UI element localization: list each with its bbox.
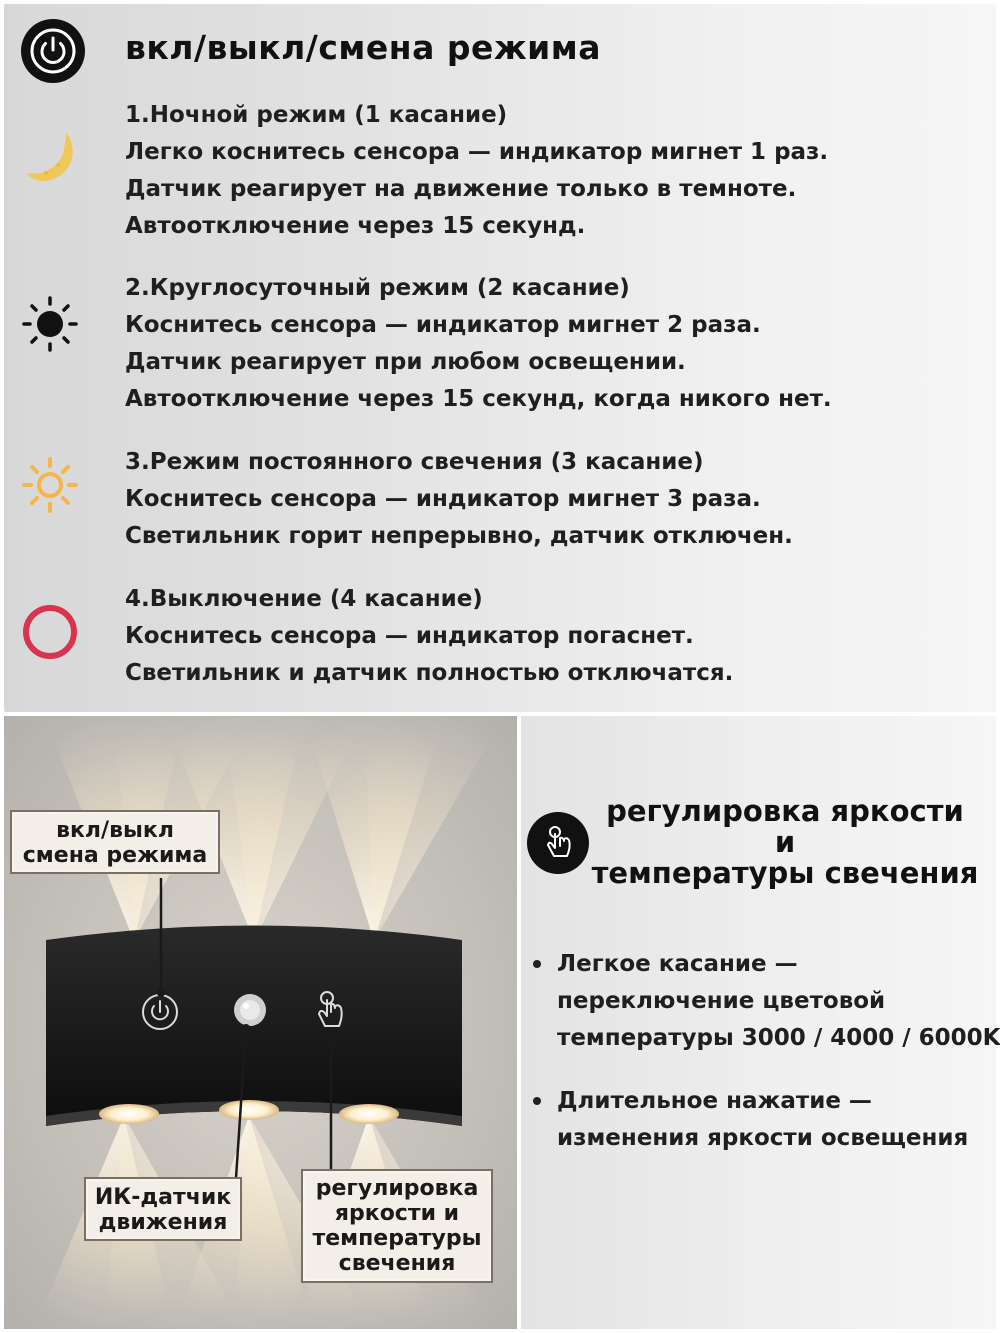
moon-icon [22, 127, 84, 189]
sun-dark-icon [20, 294, 80, 354]
callout-line: свечения [338, 1251, 456, 1276]
mode-text: Легко коснитесь сенсора — индикатор мигнет 1 раз. [125, 139, 829, 165]
mode-text: Светильник горит непрерывно, датчик отключен. [125, 523, 793, 549]
brightness-title [587, 796, 983, 889]
mode-text: Светильник и датчик полностью отключатся. [125, 660, 734, 686]
mode-constant [125, 444, 885, 555]
callout-line: регулировка [315, 1176, 479, 1201]
callout-brightness [301, 1169, 493, 1283]
bullet-line: Легкое касание — [557, 951, 798, 977]
bullet-dot [533, 1097, 541, 1105]
mode-title: 2.Круглосуточный режим (2 касание) [125, 275, 630, 301]
mode-text: Автоотключение через 15 секунд, когда никого нет. [125, 386, 832, 412]
bullet-line: переключение цветовой [557, 988, 886, 1014]
power-icon [28, 26, 78, 76]
page-title: вкл/выкл/смена режима [125, 28, 602, 67]
modes-panel [4, 4, 996, 712]
title-line: регулировка яркости [606, 794, 964, 828]
callout-line: ИК-датчик [94, 1185, 232, 1210]
mode-text: Автоотключение через 15 секунд. [125, 213, 586, 239]
mode-round-the-clock [125, 270, 885, 418]
mode-text: Датчик реагирует при любом освещении. [125, 349, 686, 375]
lamp-ir-sensor-icon [234, 994, 266, 1026]
callout-line: движения [98, 1210, 228, 1235]
callout-line: вкл/выкл [56, 818, 174, 843]
bullet-short-touch [533, 946, 1000, 1057]
mode-title: 1.Ночной режим (1 касание) [125, 102, 508, 128]
mode-text: Датчик реагирует на движение только в темноте. [125, 176, 797, 202]
callout-line: яркости и [334, 1201, 460, 1226]
title-line: и [774, 825, 796, 859]
touch-badge [527, 812, 589, 874]
touch-hand-icon [538, 823, 578, 863]
bullet-line: температуры 3000 / 4000 / 6000K [557, 1025, 1000, 1051]
lamp-photo [4, 716, 517, 1329]
bullet-dot [533, 960, 541, 968]
callout-power [10, 810, 220, 874]
sun-light-icon [20, 455, 80, 515]
brightness-panel [521, 716, 1000, 1329]
mode-night [125, 97, 885, 245]
bullet-line: изменения яркости освещения [557, 1125, 969, 1151]
mode-title: 4.Выключение (4 касание) [125, 586, 483, 612]
bullet-line: Длительное нажатие — [557, 1088, 872, 1114]
off-ring-icon [20, 602, 80, 662]
mode-text: Коснитесь сенсора — индикатор погаснет. [125, 623, 694, 649]
callout-line: температуры [312, 1226, 482, 1251]
callout-line: смена режима [22, 843, 208, 868]
mode-text: Коснитесь сенсора — индикатор мигнет 2 раза. [125, 312, 761, 338]
mode-title: 3.Режим постоянного свечения (3 касание) [125, 449, 704, 475]
bullet-long-press [533, 1083, 988, 1157]
power-badge [21, 19, 85, 83]
callout-ir-sensor [84, 1177, 242, 1241]
mode-off [125, 581, 885, 692]
title-line: температуры свечения [591, 856, 979, 890]
mode-text: Коснитесь сенсора — индикатор мигнет 3 раза. [125, 486, 761, 512]
